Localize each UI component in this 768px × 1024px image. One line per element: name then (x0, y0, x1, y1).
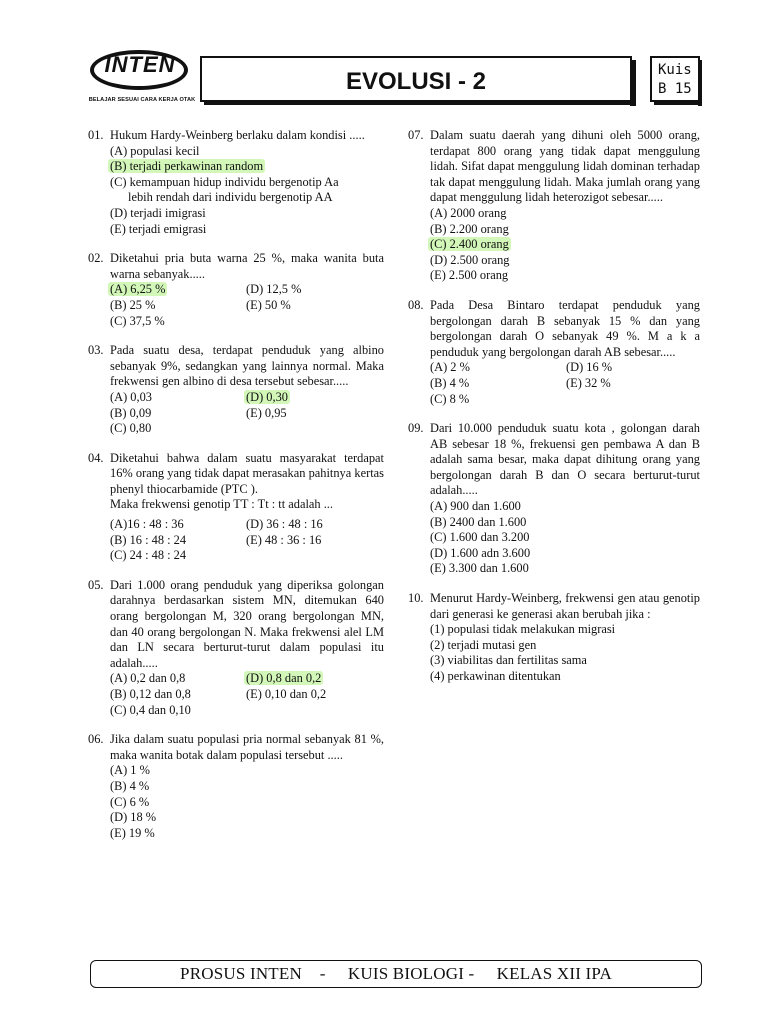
statement-2: (2) terjadi mutasi gen (430, 637, 537, 652)
option-a[interactable]: (A) populasi kecil (110, 143, 200, 158)
option-c[interactable]: (C) 0,4 dan 0,10 (110, 702, 191, 717)
question-number: 10. (408, 591, 424, 606)
title-box (200, 56, 632, 102)
question-09 (408, 421, 700, 577)
question-03 (88, 343, 384, 437)
option-d[interactable]: (D) 2.500 orang (430, 252, 510, 267)
option-grid (88, 390, 384, 437)
option-d[interactable]: (D) terjadi imigrasi (110, 205, 206, 220)
option-e[interactable]: (E) 50 % (246, 297, 291, 312)
question-05 (88, 578, 384, 718)
footer-gap (474, 966, 496, 982)
option-e[interactable]: (E) 19 % (110, 825, 155, 840)
question-08 (408, 298, 700, 407)
option-a-highlighted[interactable]: (A) 6,25 % (110, 282, 166, 297)
statement-1: (1) populasi tidak melakukan migrasi (430, 622, 616, 637)
option-b[interactable]: (B) 2.200 orang (430, 221, 509, 236)
option-list (408, 499, 700, 577)
option-d[interactable]: (D) 16 % (566, 360, 613, 375)
question-04 (88, 451, 384, 564)
footer-brand: PROSUS INTEN (180, 964, 302, 984)
question-number: 05. (88, 577, 104, 592)
option-b[interactable]: (B) 16 : 48 : 24 (110, 532, 187, 547)
kuis-code-box (650, 56, 700, 102)
option-e[interactable]: (E) 48 : 36 : 16 (246, 532, 322, 547)
option-c[interactable]: (C) 0,80 (110, 421, 152, 436)
option-a[interactable]: (A) 900 dan 1.600 (430, 499, 521, 514)
option-c[interactable]: (C) 6 % (110, 794, 150, 809)
footer-class: KELAS XII IPA (496, 964, 612, 984)
question-text: Menurut Hardy-Weinberg, frekwensi gen atau genotip dari generasi ke generasi akan berubah jika : (430, 591, 700, 621)
option-b[interactable]: (B) 25 % (110, 297, 156, 312)
option-d[interactable]: (D) 1.600 adn 3.600 (430, 545, 531, 560)
question-number: 09. (408, 421, 424, 436)
option-c[interactable]: (C) 8 % (430, 391, 470, 406)
right-column (408, 128, 700, 699)
footer-gap (326, 966, 348, 982)
question-text: Dalam suatu daerah yang dihuni oleh 5000 orang, terdapat 800 orang yang tidak dapat menggulung lidah. Sifat dapat menggulung lidah dominan terhadap tak dapat menggulung lidah. Maka jumlah orang yang dapat menggulung lidah heterozigot sebesar..... (430, 128, 700, 205)
option-c-highlighted[interactable]: (C) 2.400 orang (430, 237, 509, 252)
question-text: Dari 10.000 penduduk suatu kota , golongan darah AB sebesar 18 %, frekuensi gen pembawa A dan B adalah sama besar, maka dapat dihitung orang yang bergolongan darah B dan O secara berturut-turut adalah..... (430, 421, 700, 498)
option-e[interactable]: (E) 3.300 dan 1.600 (430, 561, 529, 576)
option-e[interactable]: (E) 32 % (566, 375, 611, 390)
logo-text: INTEN (104, 52, 176, 77)
footer-separator: - (319, 964, 326, 984)
kuis-code: B 15 (658, 81, 692, 97)
option-list (88, 144, 384, 238)
question-01 (88, 128, 384, 237)
left-column (88, 128, 384, 855)
page-title: EVOLUSI - 2 (345, 68, 487, 95)
option-b[interactable]: (B) 0,12 dan 0,8 (110, 687, 191, 701)
option-c[interactable]: (C) 1.600 dan 3.200 (430, 530, 530, 545)
option-b[interactable]: (B) 2400 dan 1.600 (430, 514, 527, 529)
option-grid (88, 517, 384, 564)
option-e[interactable]: (E) 2.500 orang (430, 268, 509, 283)
option-b[interactable]: (B) 4 % (110, 778, 150, 793)
question-02 (88, 251, 384, 329)
option-c[interactable]: (C) 37,5 % (110, 313, 165, 328)
option-e[interactable]: (E) terjadi emigrasi (110, 221, 207, 236)
option-a[interactable]: (A)16 : 48 : 36 (110, 517, 184, 532)
question-number: 03. (88, 343, 104, 358)
question-06 (88, 732, 384, 841)
question-text: Diketahui bahwa dalam suatu masyarakat terdapat 16% orang yang tidak dapat merasakan pahitnya kertas phenyl thiocarbamide (PTC ). (110, 450, 384, 496)
statement-4: (4) perkawinan ditentukan (430, 669, 561, 683)
question-text: Hukum Hardy-Weinberg berlaku dalam kondisi ..... (110, 128, 365, 142)
question-number: 01. (88, 128, 104, 142)
question-07 (408, 128, 700, 284)
option-c-continued: lebih rendah dari individu bergenotip AA (128, 190, 333, 205)
option-c[interactable]: (C) kemampuan hidup individu bergenotip Aa (110, 174, 339, 189)
option-b[interactable]: (B) 4 % (430, 375, 470, 390)
kuis-label: Kuis (658, 62, 692, 78)
option-c[interactable]: (C) 24 : 48 : 24 (110, 548, 187, 563)
inten-logo (88, 48, 196, 112)
question-number: 02. (88, 251, 104, 266)
question-number: 04. (88, 450, 104, 465)
footer-gap (302, 966, 320, 982)
question-10 (408, 591, 700, 685)
logo-tagline: BELAJAR SESUAI CARA KERJA OTAK (88, 97, 196, 103)
question-text: Diketahui pria buta warna 25 %, maka wanita buta warna sebanyak..... (110, 251, 384, 281)
statement-list (408, 622, 700, 684)
option-a[interactable]: (A) 2000 orang (430, 205, 507, 220)
question-text: Dari 1.000 orang penduduk yang diperiksa golongan darahnya berdasarkan sistem MN, ditemukan 640 orang bergolongan M, 320 orang bergolongan MN, dan 40 orang bergolongan N. Maka frekwensi alel LM dan LN secara berturut-turut dalam populasi itu adalah..... (110, 577, 384, 670)
option-d-highlighted[interactable]: (D) 0,8 dan 0,2 (246, 671, 322, 686)
option-e[interactable]: (E) 0,95 (246, 405, 287, 420)
question-text: Pada Desa Bintaro terdapat penduduk yang bergolongan darah B sebanyak 15 % dan yang bergolongan darah O sebanyak 49 %. M a k a penduduk yang bergolongan darah AB sebesar..... (430, 297, 700, 359)
option-grid (88, 671, 384, 718)
question-subtext: Maka frekwensi genotip TT : Tt : tt adalah ... (110, 497, 333, 512)
page-footer (90, 960, 702, 988)
option-a[interactable]: (A) 1 % (110, 763, 150, 778)
option-a[interactable]: (A) 2 % (430, 360, 470, 375)
option-e[interactable]: (E) 0,10 dan 0,2 (246, 687, 327, 701)
option-a[interactable]: (A) 0,03 (110, 389, 152, 404)
option-grid (408, 360, 700, 407)
option-a[interactable]: (A) 0,2 dan 0,8 (110, 671, 186, 686)
option-d[interactable]: (D) 18 % (110, 810, 157, 825)
option-d-highlighted[interactable]: (D) 0,30 (246, 389, 288, 404)
question-text: Jika dalam suatu populasi pria normal sebanyak 81 %, maka wanita botak dalam populasi tersebut ..... (110, 732, 384, 762)
option-b[interactable]: (B) 0,09 (110, 405, 152, 420)
option-list (88, 763, 384, 841)
option-b-highlighted[interactable]: (B) terjadi perkawinan random (110, 159, 264, 174)
question-number: 07. (408, 128, 424, 142)
statement-3: (3) viabilitas dan fertilitas sama (430, 653, 587, 668)
question-number: 08. (408, 297, 424, 312)
question-number: 06. (88, 732, 104, 747)
option-d[interactable]: (D) 12,5 % (246, 282, 302, 297)
question-text: Pada suatu desa, terdapat penduduk yang albino sebanyak 9%, sedangkan yang lainnya normal. Maka frekwensi gen albino di desa tersebut sebesar..... (110, 343, 384, 389)
footer-subject: KUIS BIOLOGI - (347, 964, 475, 984)
option-d[interactable]: (D) 36 : 48 : 16 (246, 517, 323, 532)
option-list (408, 206, 700, 284)
option-grid (88, 282, 384, 329)
